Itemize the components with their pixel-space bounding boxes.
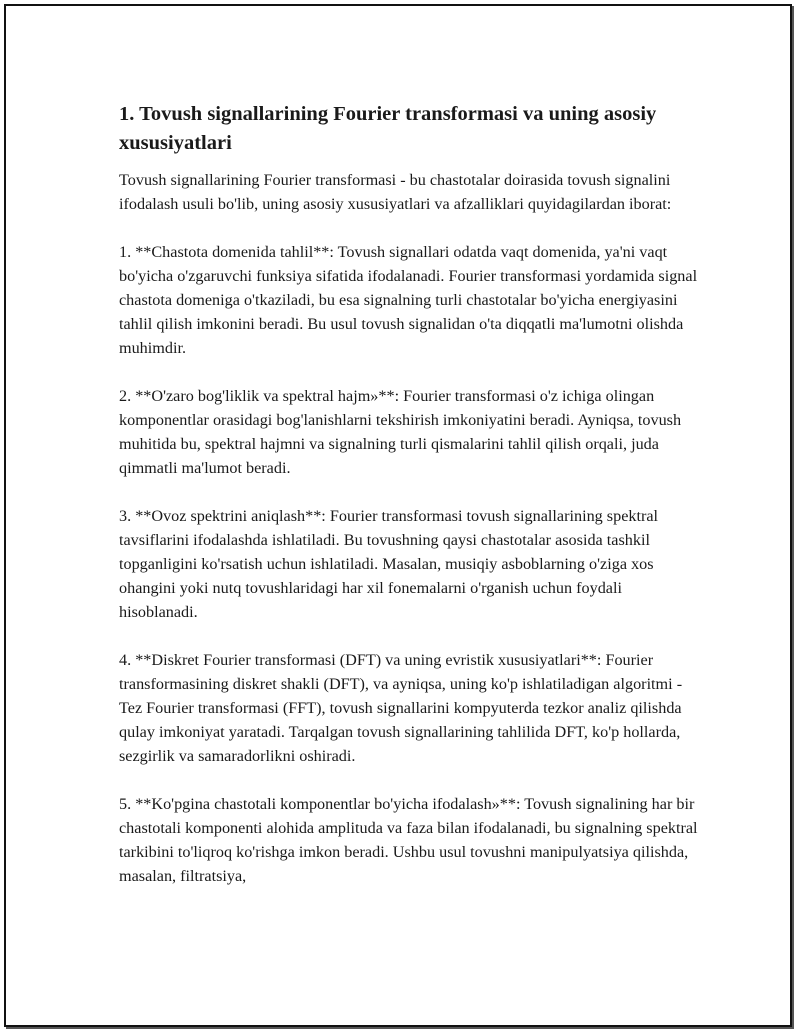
paragraph-item-2: 2. **O'zaro bog'liklik va spektral hajm»**: Fourier transformasi o'z ichiga olingan komponentlar orasidagi bog'lanishlarni tekshirish imkoniyatini beradi. Ayniqsa, tovush muhitida bu, spektral hajmni va signalning turli qismalarini tahlil qilish orqali, juda qimmatli ma'lumot beradi.: [119, 387, 682, 477]
document-body: [119, 100, 699, 912]
page-frame: [4, 4, 792, 1027]
paragraph-item-3: 3. **Ovoz spektrini aniqlash**: Fourier transformasi tovush signallarining spektral tavsiflarini ifodalashda ishlatiladi. Bu tovushning qaysi chastotalar asosida tashkil topganligini ko'rsatish uchun ishlatiladi. Masalan, musiqiy asboblarning o'ziga xos ohangini yoki nutq tovushlaridagi har xil fonemalarni o'rganish uchun foydali hisoblanadi.: [119, 507, 659, 621]
paragraph-item-1: 1. **Chastota domenida tahlil**: Tovush signallari odatda vaqt domenida, ya'ni vaqt bo'yicha o'zgaruvchi funksiya sifatida ifodalanadi. Fourier transformasi yordamida signal chastota domeniga o'tkaziladi, bu esa signalning turli chastotalar bo'yicha energiyasini tahlil qilish imkonini beradi. Bu usul tovush signalidan o'ta diqqatli ma'lumotni olishda muhimdir.: [119, 243, 698, 357]
document-title: 1. Tovush signallarining Fourier transformasi va uning asosiy xususiyatlari: [119, 103, 657, 154]
intro-paragraph: Tovush signallarining Fourier transformasi - bu chastotalar doirasida tovush signalini ifodalash usuli bo'lib, uning asosiy xususiyatlari va afzalliklari quyidagilardan iborat:: [119, 171, 672, 213]
paragraph-item-4: 4. **Diskret Fourier transformasi (DFT) va uning evristik xususiyatlari**: Fourier transformasining diskret shakli (DFT), va ayniqsa, uning ko'p ishlatiladigan algoritmi - Tez Fourier transformasi (FFT), tovush signallarini kompyuterda tezkor analiz qilishda qulay imkoniyat yaratadi. Tarqalgan tovush signallarining tahlilida DFT, ko'p hollarda, sezgirlik va samaradorlikni oshiradi.: [119, 651, 683, 765]
paragraph-item-5: 5. **Ko'pgina chastotali komponentlar bo'yicha ifodalash»**: Tovush signalining har bir chastotali komponenti alohida amplituda va faza bilan ifodalanadi, bu signalning spektral tarkibini to'liqroq ko'rishga imkon beradi. Ushbu usul tovushni manipulyatsiya qilishda, masalan, filtratsiya,: [119, 795, 698, 885]
